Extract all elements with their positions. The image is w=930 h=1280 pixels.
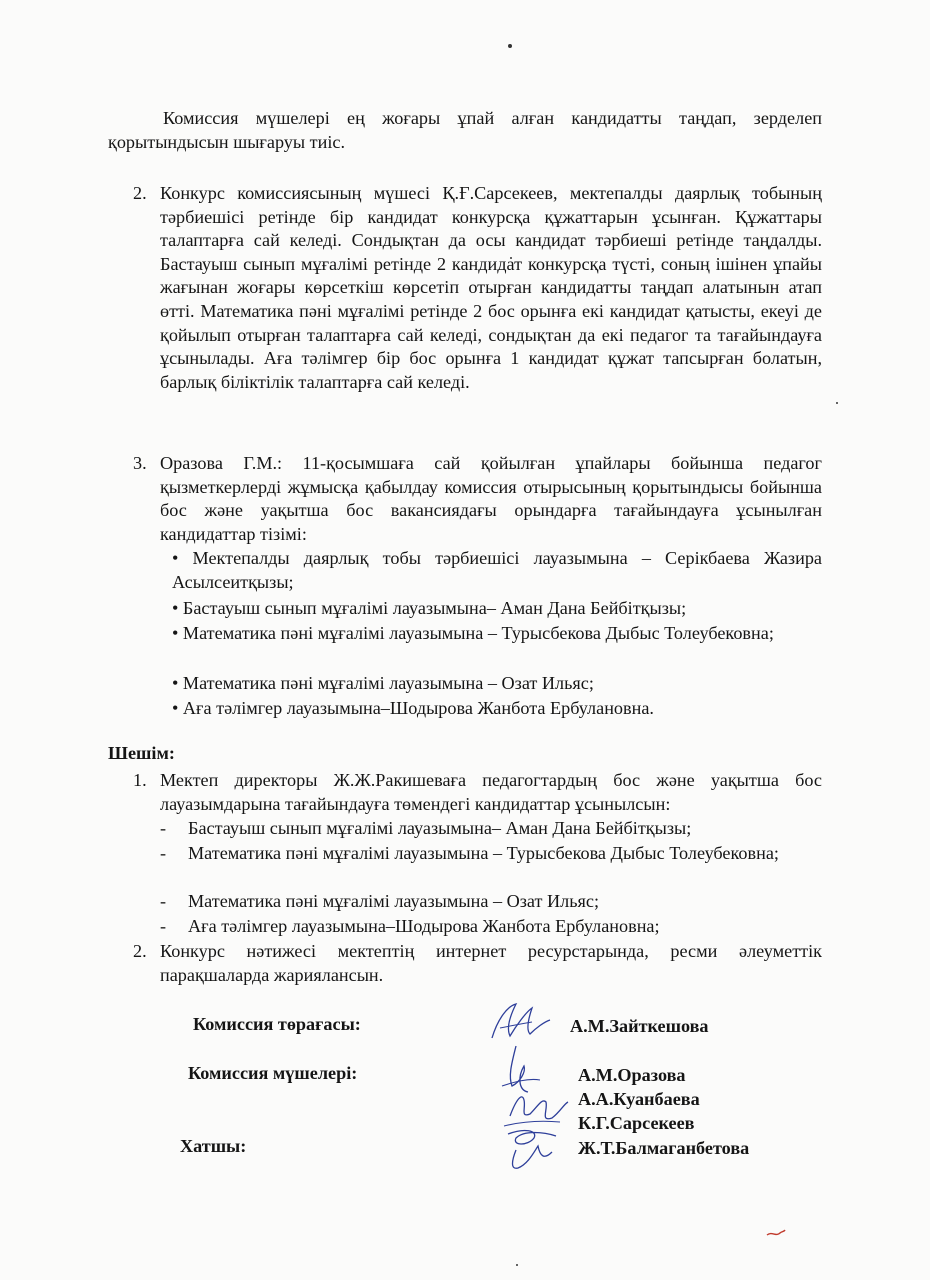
decision-item-number: 2. [133,941,147,961]
candidate-list-item: • Математика пәні мұғалімі лауазымына – Озат Ильяс; [172,673,594,693]
item-text: Конкурс комиссиясының мүшесі Қ.Ғ.Сарсекеев, мектепалды даярлық тобының тәрбиешісі ретінде бір кандидат конкурсқа құжаттарын ұсынған. Құжаттары талаптарға сай келеді. Сондықтан да осы кандидат тәрбиеші ретінде таңдалды. Бастауыш сынып мұғалімі ретінде 2 кандидат конкурсқа түсті, соның ішінен ұпайы жағынан жоғары көрсеткіш көрсетіп отырған кандидатты таңдап алатынын атап өтті. Математика пәні мұғалімі ретінде 2 бос орынға екі кандидат қатысты, екеуі де қойылып отырған талаптарға сай келеді, сондықтан да екі педагог та тағайындауға ұсынылады. Аға тәлімгер бір бос орынға 1 кандидат құжат тапсырған болатын, барлық біліктілік талаптарға сай келеді. [160,183,822,392]
members-label: Комиссия мүшелері: [188,1063,358,1083]
dash-marker: - [160,891,167,911]
scan-speck [836,402,838,404]
scan-speck [508,44,512,48]
chair-label: Комиссия төрағасы: [193,1014,361,1034]
members-signature [494,1042,584,1177]
margin-red-mark [764,1226,788,1240]
candidate-list-item: • Мектепалды даярлық тобы тәрбиешісі лауазымына – Серікбаева Жазира Асылсеитқызы; [172,548,822,592]
decision-item-number: 1. [133,770,147,790]
item-number: 3. [133,453,147,473]
member-name: К.Г.Сарсекеев [578,1113,695,1133]
chair-name: А.М.Зайткешова [570,1016,709,1036]
chair-signature [486,998,556,1048]
member-name: А.А.Куанбаева [578,1089,700,1109]
recommended-candidate: Бастауыш сынып мұғалімі лауазымына– Аман Дана Бейбітқызы; [188,818,692,838]
item-number: 2. [133,183,147,203]
decision-item-text: Конкурс нәтижесі мектептің интернет ресурстарында, ресми әлеуметтік парақшаларда жариялансын. [160,941,822,985]
recommended-candidate: Математика пәні мұғалімі лауазымына – Озат Ильяс; [188,891,600,911]
recommended-candidate: Математика пәні мұғалімі лауазымына – Турысбекова Дыбыс Толеубековна; [188,843,779,863]
recommended-candidate: Аға тәлімгер лауазымына–Шодырова Жанбота Ербулановна; [188,916,660,936]
intro-paragraph: Комиссия мүшелері ең жоғары ұпай алған кандидатты таңдап, зерделеп қорытындысын шығаруы тиіс. [108,108,822,152]
secretary-name: Ж.Т.Балмаганбетова [578,1138,750,1158]
dash-marker: - [160,916,167,936]
dash-marker: - [160,843,167,863]
candidate-list-item: • Математика пәні мұғалімі лауазымына – Турысбекова Дыбыс Толеубековна; [172,623,774,643]
item-text: Оразова Г.М.: 11-қосымшаға сай қойылған ұпайлары бойынша педагог қызметкерлерді жұмысқа қабылдау комиссия отырысының қорытындысы бойынша бос және уақытша бос вакансиядағы орындарға тағайындауға ұсынылған кандидаттар тізімі: [160,453,822,544]
decision-heading: Шешім: [108,743,175,763]
decision-item-text: Мектеп директоры Ж.Ж.Ракишеваға педагогтардың бос және уақытша бос лауазымдарына тағайындауға төмендегі кандидаттар ұсынылсын: [160,770,822,814]
member-name: А.М.Оразова [578,1065,686,1085]
secretary-label: Хатшы: [180,1136,247,1156]
candidate-list-item: • Бастауыш сынып мұғалімі лауазымына– Аман Дана Бейбітқызы; [172,598,687,618]
scan-speck [516,1264,518,1266]
dash-marker: - [160,818,167,838]
candidate-list-item: • Аға тәлімгер лауазымына–Шодырова Жанбота Ербулановна. [172,698,654,718]
